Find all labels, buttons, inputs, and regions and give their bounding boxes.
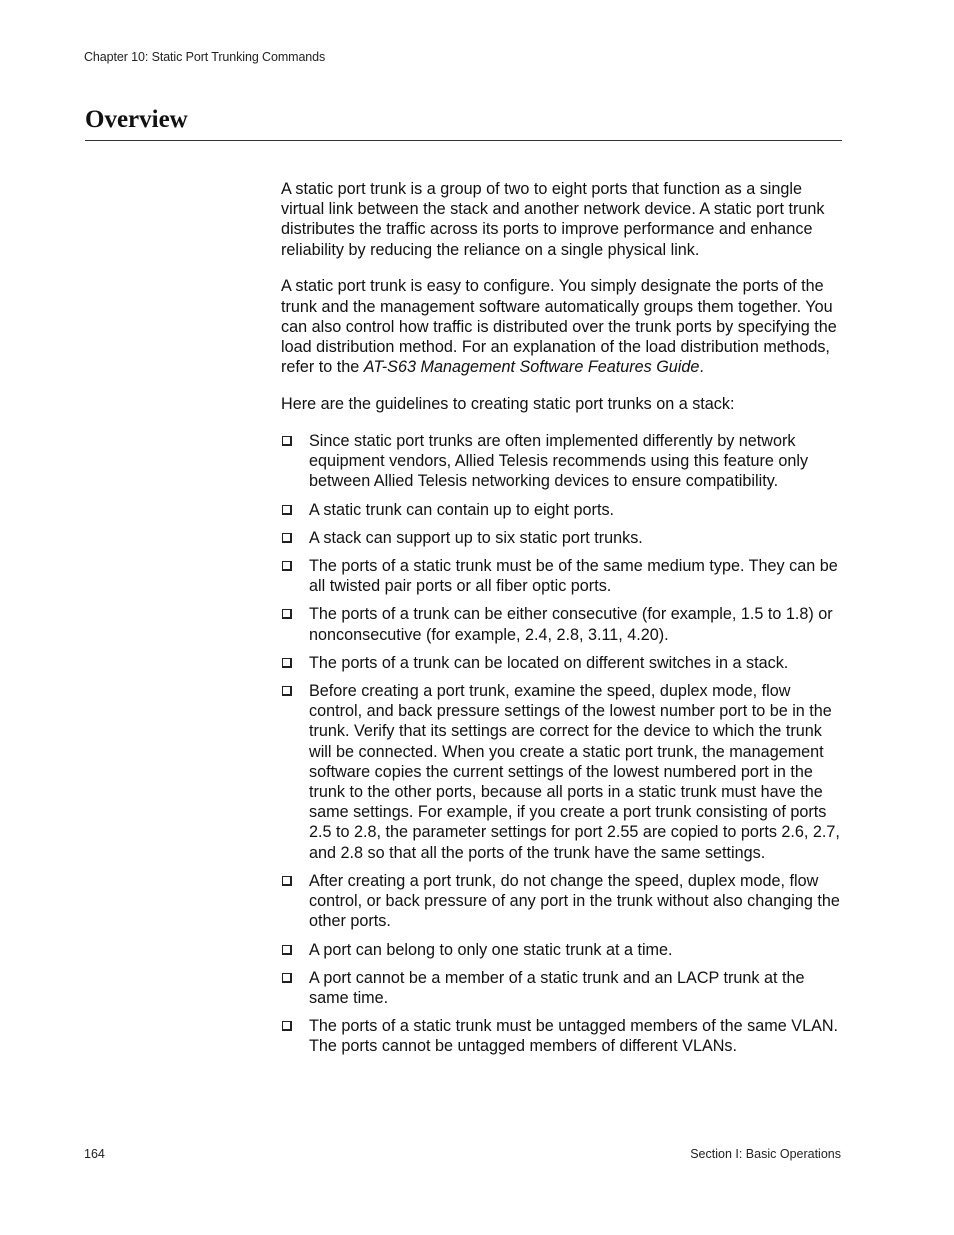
guideline-text: The ports of a trunk can be located on different switches in a stack. [309, 653, 789, 672]
guideline-text: The ports of a static trunk must be of the same medium type. They can be all twisted pair ports or all fiber optic ports. [309, 557, 838, 596]
running-header: Chapter 10: Static Port Trunking Commands [84, 50, 326, 64]
checkbox-bullet-icon [282, 658, 292, 668]
checkbox-bullet-icon [282, 973, 292, 983]
checkbox-bullet-icon [282, 945, 292, 955]
guideline-text: The ports of a static trunk must be untagged members of the same VLAN. The ports cannot be untagged members of different VLANs. [309, 1017, 839, 1056]
body-text-column [281, 179, 843, 1065]
guideline-text: Before creating a port trunk, examine the speed, duplex mode, flow control, and back pressure settings of the lowest number port to be in the trunk. Verify that its settings are correct for the device to which the trunk will be connected. When you create a static port trunk, the management software copies the current settings of the lowest numbered port in the trunk to the other ports, because all ports in a static trunk must have the same settings. For example, if you create a port trunk consisting of ports 2.5 to 2.8, the parameter settings for port 2.55 are copied to ports 2.6, 2.7, and 2.8 so that all the ports of the trunk have the same settings. [309, 682, 840, 862]
checkbox-bullet-icon [282, 686, 292, 696]
paragraph-configure [281, 276, 843, 377]
guideline-text: A port can belong to only one static trunk at a time. [309, 940, 673, 959]
paragraph-overview: A static port trunk is a group of two to eight ports that function as a single virtual link between the stack and another network device. A static port trunk distributes the traffic across its ports to improve performance and enhance reliability by reducing the reliance on a single physical link. [281, 180, 825, 259]
checkbox-bullet-icon [282, 533, 292, 543]
guideline-item [281, 1016, 843, 1056]
guidelines-intro: Here are the guidelines to creating static port trunks on a stack: [281, 394, 735, 413]
guideline-item [281, 871, 843, 932]
guideline-item [281, 500, 843, 520]
guideline-item [281, 528, 843, 548]
guidelines-list [281, 431, 843, 1056]
guideline-text: A static trunk can contain up to eight ports. [309, 500, 615, 519]
footer-section-title: Section I: Basic Operations [690, 1147, 841, 1161]
guideline-text: Since static port trunks are often implemented differently by network equipment vendors, Allied Telesis recommends using this feature only between Allied Telesis networking devices to ensure compatibility. [309, 432, 809, 491]
guideline-item [281, 681, 843, 863]
checkbox-bullet-icon [282, 436, 292, 446]
section-title: Overview [85, 106, 188, 133]
guideline-text: A stack can support up to six static port trunks. [309, 528, 643, 547]
guideline-text: A port cannot be a member of a static trunk and an LACP trunk at the same time. [309, 968, 805, 1007]
paragraph-configure-end: . [699, 358, 704, 377]
guideline-item [281, 968, 843, 1008]
checkbox-bullet-icon [282, 609, 292, 619]
guideline-item [281, 940, 843, 960]
guideline-text: The ports of a trunk can be either consecutive (for example, 1.5 to 1.8) or nonconsecutive (for example, 2.4, 2.8, 3.11, 4.20). [309, 605, 833, 644]
guide-reference: AT-S63 Management Software Features Guide [363, 358, 700, 377]
checkbox-bullet-icon [282, 561, 292, 571]
guideline-item [281, 431, 843, 492]
guideline-text: After creating a port trunk, do not change the speed, duplex mode, flow control, or back pressure of any port in the trunk without also changing the other ports. [309, 871, 840, 931]
title-divider [85, 140, 842, 141]
guideline-item [281, 556, 843, 596]
guideline-item [281, 653, 843, 673]
checkbox-bullet-icon [282, 1021, 292, 1031]
page-number: 164 [84, 1147, 105, 1161]
checkbox-bullet-icon [282, 505, 292, 515]
guideline-item [281, 604, 843, 644]
paragraph-configure-text: A static port trunk is easy to configure. You simply designate the ports of the trunk and the management software automatically groups them together. You can also control how traffic is distributed over the trunk ports by specifying the load distribution method. For an explanation of the load distribution methods, refer to the [281, 277, 837, 377]
checkbox-bullet-icon [282, 876, 292, 886]
